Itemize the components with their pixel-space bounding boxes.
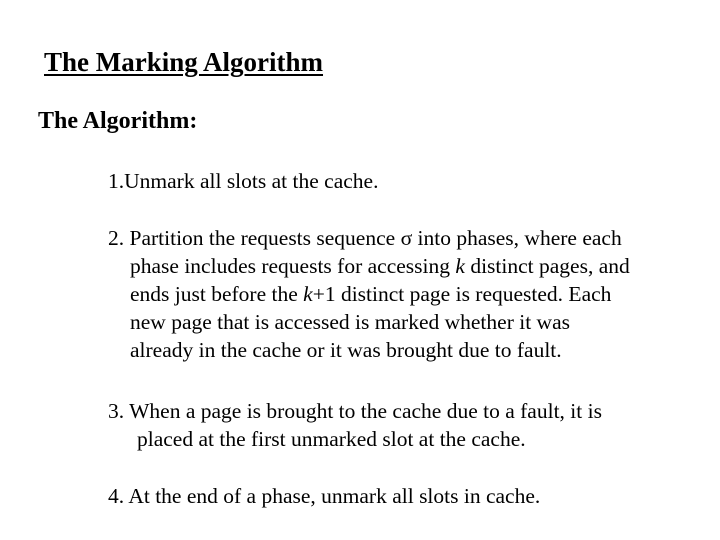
step-2-line-1-start: 2. Partition the requests sequence [108,226,401,250]
step-2 [108,224,630,364]
step-3-line-2: placed at the first unmarked slot at the cache. [137,427,526,451]
k-variable: k [455,254,465,278]
step-2-line-1-end: into phases, where each [412,226,622,250]
step-3-line-1: 3. When a page is brought to the cache due to a fault, it is [108,399,602,423]
step-2-line-1 [108,224,630,252]
k-variable: k [303,282,313,306]
step-2-line-3-start: ends just before the [130,282,304,306]
step-4 [108,482,540,510]
sigma-symbol: σ [400,226,413,250]
step-2-line-5: already in the cache or it was brought due to fault. [130,338,562,362]
step-1-line-1: 1.Unmark all slots at the cache. [108,169,379,193]
step-2-line-3-end: +1 distinct page is requested. Each [312,282,612,306]
step-2-line-2-end: distinct pages, and [464,254,630,278]
step-3 [108,397,602,453]
step-2-line-2-start: phase includes requests for accessing [130,254,456,278]
step-2-line-3 [108,280,630,308]
slide-subtitle: The Algorithm: [38,108,198,134]
step-4-line-1: 4. At the end of a phase, unmark all slots in cache. [108,484,541,508]
step-2-line-4: new page that is accessed is marked whether it was [130,310,570,334]
step-1 [108,167,378,195]
step-2-line-2 [108,252,630,280]
slide-title: The Marking Algorithm [44,47,324,77]
